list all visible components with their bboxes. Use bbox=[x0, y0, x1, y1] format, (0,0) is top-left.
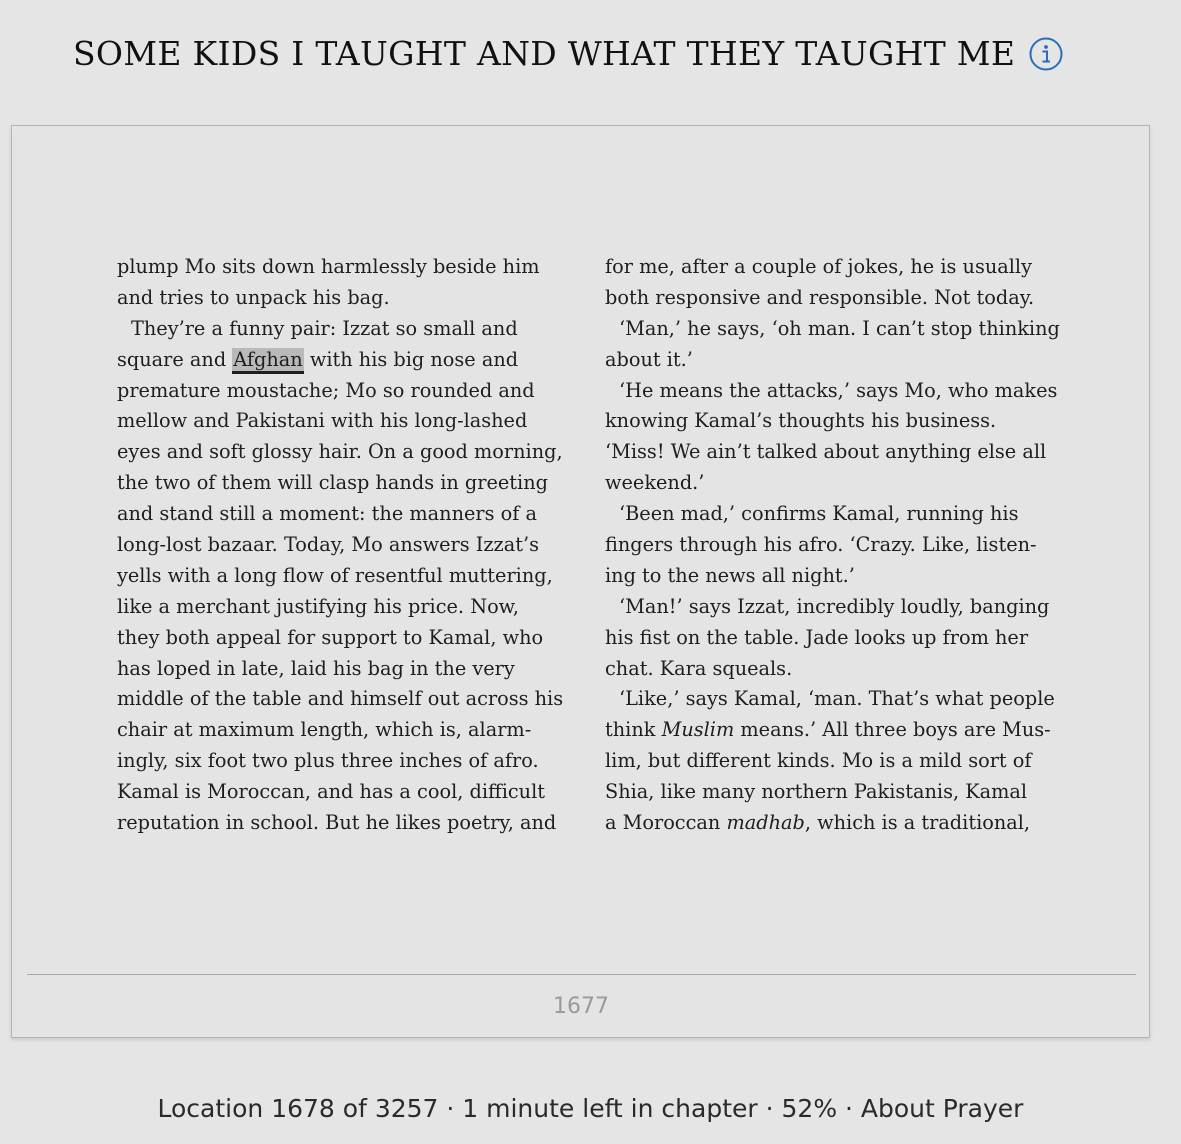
info-icon[interactable] bbox=[1029, 37, 1063, 71]
text-run: means.’ All three boys are Mus- bbox=[734, 718, 1051, 742]
text-run: like a merchant justifying his price. Now, bbox=[117, 594, 520, 618]
text-run: about it.’ bbox=[605, 347, 693, 371]
text-run: fingers through his afro. ‘Crazy. Like, listen- bbox=[605, 533, 1037, 557]
text-run: They’re a funny pair: Izzat so small and bbox=[131, 316, 518, 340]
text-run: think bbox=[605, 718, 662, 742]
text-line bbox=[117, 561, 567, 592]
text-line bbox=[117, 314, 567, 345]
text-run: mellow and Pakistani with his long-lashed bbox=[117, 409, 528, 433]
text-line bbox=[605, 499, 1055, 530]
text-run: weekend.’ bbox=[605, 471, 705, 495]
text-run: yells with a long flow of resentful muttering, bbox=[117, 563, 553, 587]
text-line bbox=[117, 283, 567, 314]
text-line bbox=[117, 499, 567, 530]
text-run: and stand still a moment: the manners of a bbox=[117, 502, 538, 526]
text-line bbox=[605, 314, 1060, 345]
text-line bbox=[117, 592, 567, 623]
text-run: ‘Like,’ says Kamal, ‘man. That’s what people bbox=[619, 687, 1055, 711]
text-run: chat. Kara squeals. bbox=[605, 656, 793, 680]
text-line bbox=[117, 345, 567, 376]
page-column-left bbox=[117, 252, 567, 839]
text-run: Shia, like many northern Pakistanis, Kamal bbox=[605, 780, 1028, 804]
info-circle-icon bbox=[1029, 37, 1063, 71]
italic-text: madhab bbox=[726, 811, 805, 835]
text-run: ‘Man,’ he says, ‘oh man. I can’t stop thinking bbox=[619, 316, 1060, 340]
text-line bbox=[117, 623, 567, 654]
text-line bbox=[605, 406, 1055, 437]
text-line bbox=[605, 777, 1055, 808]
text-run: the two of them will clasp hands in greeting bbox=[117, 471, 548, 495]
text-run: Kamal is Moroccan, and has a cool, difficult bbox=[117, 780, 546, 804]
text-line bbox=[117, 252, 567, 283]
text-run: for me, after a couple of jokes, he is usually bbox=[605, 255, 1032, 278]
text-line bbox=[117, 376, 567, 407]
text-run: and tries to unpack his bag. bbox=[117, 285, 390, 309]
text-line bbox=[605, 376, 1058, 407]
text-run: both responsive and responsible. Not today. bbox=[605, 285, 1035, 309]
text-line bbox=[605, 592, 1055, 623]
text-line bbox=[605, 808, 1055, 839]
text-run: long-lost bazaar. Today, Mo answers Izzat’s bbox=[117, 533, 539, 557]
text-line bbox=[117, 406, 567, 437]
reader-header bbox=[0, 0, 1181, 110]
page-column-right bbox=[605, 252, 1060, 839]
text-line bbox=[605, 623, 1055, 654]
text-line bbox=[605, 283, 1055, 314]
text-run: ‘Miss! We ain’t talked about anything else all bbox=[605, 440, 1047, 464]
text-line bbox=[117, 684, 567, 715]
text-line bbox=[605, 746, 1055, 777]
text-run: middle of the table and himself out across his bbox=[117, 687, 564, 711]
text-run: premature moustache; Mo so rounded and bbox=[117, 378, 535, 402]
text-line bbox=[117, 808, 567, 839]
text-run: reputation in school. But he likes poetry, and bbox=[117, 811, 557, 835]
text-line bbox=[605, 468, 1055, 499]
text-line bbox=[605, 561, 1055, 592]
text-line bbox=[117, 530, 567, 561]
text-line bbox=[117, 468, 567, 499]
text-run: with his big nose and bbox=[303, 347, 519, 371]
text-run: ‘Been mad,’ confirms Kamal, running his bbox=[619, 502, 1019, 526]
text-line bbox=[605, 437, 1055, 468]
text-run: , which is a traditional, bbox=[804, 811, 1031, 835]
text-run: ingly, six foot two plus three inches of afro. bbox=[117, 749, 539, 773]
text-line bbox=[117, 654, 567, 685]
italic-text: Muslim bbox=[661, 718, 735, 742]
text-run: a Moroccan bbox=[605, 811, 727, 835]
reading-progress-status[interactable]: Location 1678 of 3257 · 1 minute left in chapter · 52% · About Prayer bbox=[157, 1094, 1024, 1123]
text-line bbox=[117, 715, 567, 746]
text-run: has loped in late, laid his bag in the very bbox=[117, 656, 515, 680]
text-run: they both appeal for support to Kamal, who bbox=[117, 625, 544, 649]
text-run: eyes and soft glossy hair. On a good morning, bbox=[117, 440, 563, 464]
text-line bbox=[605, 345, 1055, 376]
text-run: lim, but different kinds. Mo is a mild sort of bbox=[605, 749, 1032, 773]
text-line bbox=[605, 252, 1055, 283]
text-run: ‘Man!’ says Izzat, incredibly loudly, banging bbox=[619, 594, 1050, 618]
page-divider bbox=[27, 974, 1136, 975]
text-run: ‘He means the attacks,’ says Mo, who makes bbox=[619, 378, 1058, 402]
page-number: 1677 bbox=[553, 994, 609, 1019]
text-run: plump Mo sits down harmlessly beside him bbox=[117, 255, 540, 278]
text-run: chair at maximum length, which is, alarm- bbox=[117, 718, 532, 742]
text-line bbox=[117, 746, 567, 777]
text-run: his fist on the table. Jade looks up from her bbox=[605, 625, 1029, 649]
text-line bbox=[605, 684, 1055, 715]
book-title: SOME KIDS I TAUGHT AND WHAT THEY TAUGHT ME bbox=[73, 34, 1016, 73]
highlighted-word[interactable]: Afghan bbox=[232, 348, 303, 374]
text-run: ing to the news all night.’ bbox=[605, 563, 855, 587]
text-line bbox=[117, 777, 567, 808]
text-line bbox=[117, 437, 567, 468]
text-line bbox=[605, 530, 1055, 561]
text-line bbox=[605, 715, 1055, 746]
text-line bbox=[605, 654, 1055, 685]
text-run: knowing Kamal’s thoughts his business. bbox=[605, 409, 997, 433]
text-run: square and bbox=[117, 347, 233, 371]
